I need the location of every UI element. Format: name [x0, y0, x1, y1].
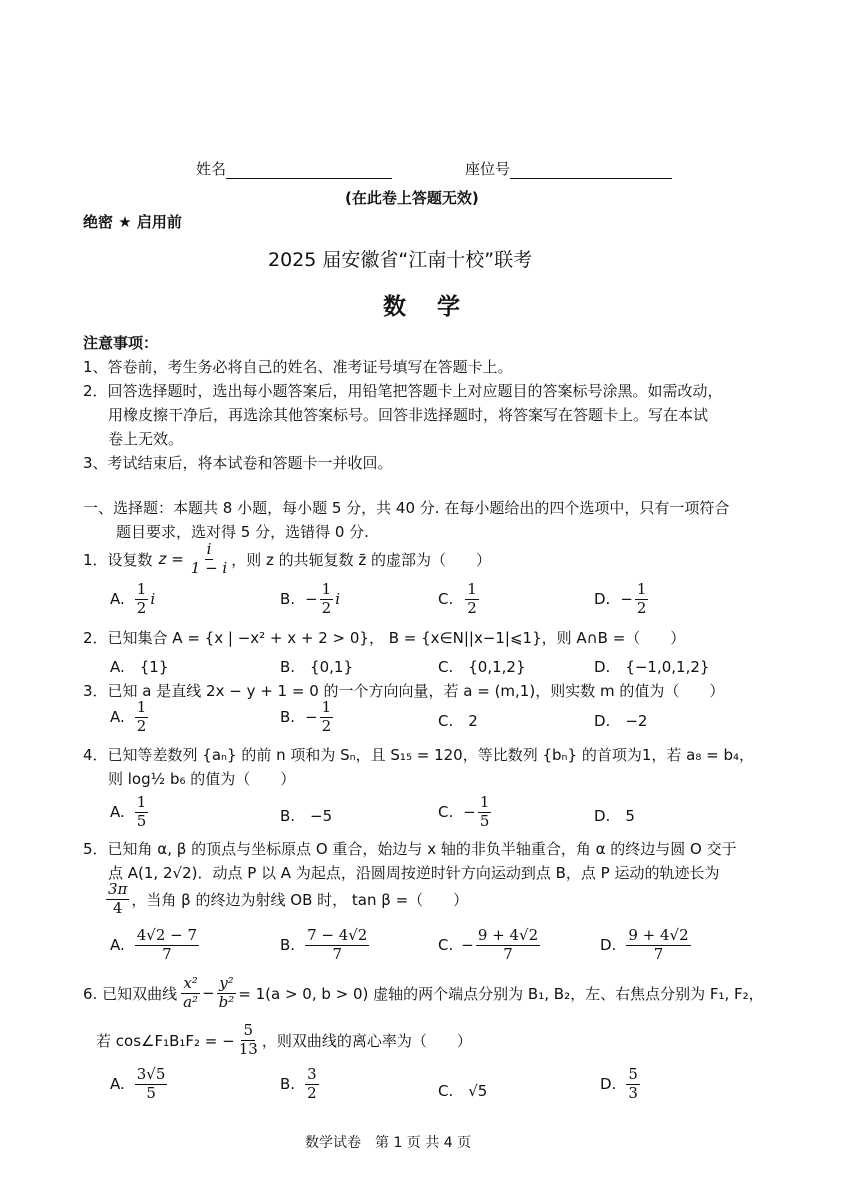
question-4: 4．已知等差数列 {aₙ} 的前 n 项和为 Sₙ，且 S₁₅ = 120，等比数列 {bₙ} 的首项为1，若 a₈ = b₄，	[83, 746, 754, 764]
subject-title: 数 学	[383, 294, 464, 320]
name-label: 姓名	[196, 160, 227, 178]
q5-option-c: C. − $\frac{9 + 4√2}{7}$	[438, 926, 539, 963]
note-item: 用橡皮擦干净后，再选涂其他答案标号。回答非选择题时，将答案写在答题卡上。写在本试	[108, 406, 709, 424]
seat-field	[465, 158, 672, 179]
question-5-cont2: $\frac{3\pi}{4}$ ，当角 β 的终边为射线 OB 时， tan β =（ ）	[108, 880, 469, 917]
q1-option-c: C. $\frac{1}{2}$	[438, 580, 477, 617]
q2-option-c: C. {0,1,2}	[438, 658, 526, 676]
question-6-cont: 若 cos∠F₁B₁F₂ = − $\frac{5}{13}$ ，则双曲线的离心率为（ ）	[96, 1021, 472, 1058]
q4-option-d: D. 5	[594, 807, 635, 825]
q1-option-d: D. − $\frac{1}{2}$	[594, 580, 647, 617]
q1-z: z =	[158, 550, 184, 569]
note-item: 3、考试结束后，将本试卷和答题卡一并收回。	[83, 454, 393, 472]
q1-pre: 1．设复数	[83, 550, 153, 569]
section-heading: 一、选择题：本题共 8 小题，每小题 5 分，共 40 分. 在每小题给出的四个选项中，只有一项符合	[83, 499, 730, 517]
seat-blank	[510, 164, 672, 179]
invalid-note: (在此卷上答题无效)	[345, 189, 479, 207]
secret-mark: 绝密 ★ 启用前	[83, 213, 182, 231]
q5-option-b: B. $\frac{7 - 4√2}{7}$	[280, 926, 368, 963]
question-5: 5．已知角 α, β 的顶点与坐标原点 O 重合，始边与 x 轴的非负半轴重合，角 α 的终边与圆 O 交于	[83, 840, 737, 858]
notes-title: 注意事项：	[83, 334, 159, 352]
q3-option-a: A. $\frac{1}{2}$	[110, 698, 147, 735]
seat-label: 座位号	[465, 160, 511, 178]
q1-option-a: A. $\frac{1}{2}$ i	[110, 580, 156, 617]
q2-option-b: B. {0,1}	[280, 658, 354, 676]
note-item: 2．回答选择题时，选出每小题答案后，用铅笔把答题卡上对应题目的答案标号涂黑。如需改动，	[83, 382, 723, 400]
section-heading-cont: 题目要求，选对得 5 分，选错得 0 分.	[116, 523, 369, 541]
question-6: 6. 已知双曲线 $\frac{\text{x²}}{\text{a²}}$ − $\frac{\text{y²}}{\text{b²}}$ = 1(a > 0, b > 0) 虚轴的两个端点分别为 B₁, B₂，左、右焦点分别为 F₁, F₂，	[83, 974, 764, 1011]
question-5-cont: 点 A(1, 2√2)．动点 P 以 A 为起点，沿圆周按逆时针方向运动到点 B，点 P 运动的轨迹长为	[108, 864, 720, 882]
q3-option-d: D. −2	[594, 712, 648, 730]
q6-option-a: A. $\frac{3√5}{5}$	[110, 1065, 166, 1102]
q5-option-d: D. $\frac{9 + 4√2}{7}$	[600, 926, 689, 963]
q1-post: ，则 z 的共轭复数 z̄ 的虚部为（ ）	[231, 550, 492, 569]
question-2: 2．已知集合 A = {x | −x² + x + 2 > 0}， B = {x∈N||x−1|⩽1}，则 A∩B =（ ）	[83, 629, 686, 647]
q4-option-b: B. −5	[280, 807, 333, 825]
q6-option-c: C. √5	[438, 1082, 488, 1100]
q5-option-a: A. $\frac{4√2 - 7}{7}$	[110, 926, 198, 963]
question-4-cont: 则 log½ b₆ 的值为（ ）	[108, 770, 296, 788]
q6-option-d: D. $\frac{5}{3}$	[600, 1065, 638, 1102]
question-3: 3．已知 a 是直线 2x − y + 1 = 0 的一个方向向量，若 a = (m,1)，则实数 m 的值为（ ）	[83, 682, 725, 700]
q2-option-d: D. {−1,0,1,2}	[594, 658, 710, 676]
q3-option-c: C. 2	[438, 712, 478, 730]
q3-option-b: B. − $\frac{1}{2}$	[280, 698, 332, 735]
question-1	[83, 542, 491, 577]
page-footer: 数学试卷 第 1 页 共 4 页	[305, 1135, 472, 1151]
q6-option-b: B. $\frac{3}{2}$	[280, 1065, 317, 1102]
q4-option-a: A. $\frac{1}{5}$	[110, 793, 147, 830]
q2-option-a: A. {1}	[110, 658, 169, 676]
q1-fraction: $\frac{i}{1 - i}$	[190, 540, 228, 577]
exam-title: 2025 届安徽省“江南十校”联考	[268, 249, 533, 271]
q4-option-c: C. − $\frac{1}{5}$	[438, 793, 490, 830]
name-field	[196, 158, 392, 179]
q1-option-b: B. − $\frac{1}{2}$ i	[280, 580, 340, 617]
note-item: 1、答卷前，考生务必将自己的姓名、准考证号填写在答题卡上。	[83, 358, 513, 376]
note-item: 卷上无效。	[108, 430, 184, 448]
name-blank	[226, 164, 392, 179]
